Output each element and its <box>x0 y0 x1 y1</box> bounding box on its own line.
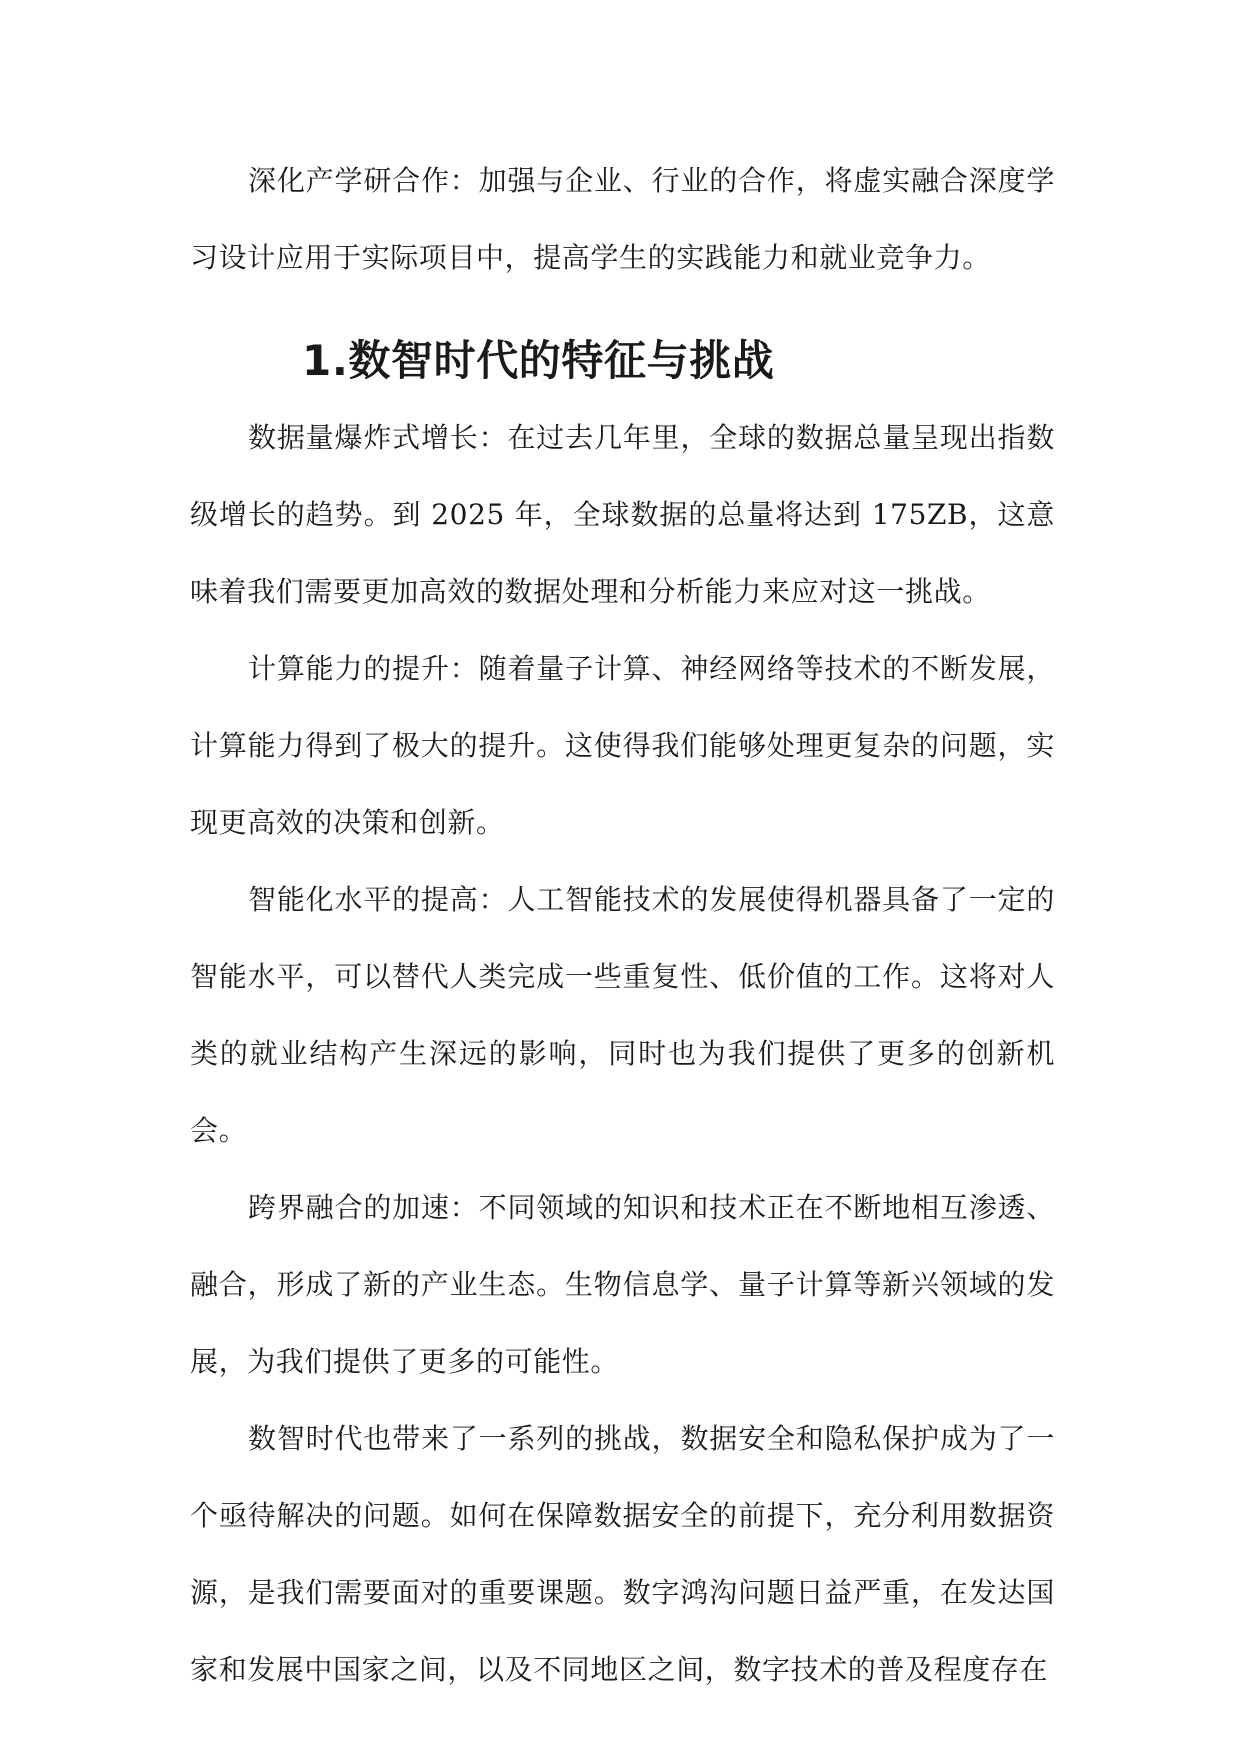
paragraph-challenges: 数智时代也带来了一系列的挑战，数据安全和隐私保护成为了一个亟待解决的问题。如何在保障数据安全的前提下，充分利用数据资源，是我们需要面对的重要课题。数字鸿沟问题日益严重，在发达国家和发展中国家之间，以及不同地区之间，数字技术的普及程度存在 <box>190 1422 1055 1686</box>
section-heading <box>190 322 1055 399</box>
section-number: 1. <box>302 336 349 385</box>
document-body <box>190 142 1055 1708</box>
section-title: 数智时代的特征与挑战 <box>348 336 775 385</box>
paragraph-industry-cooperation: 深化产学研合作：加强与企业、行业的合作，将虚实融合深度学习设计应用于实际项目中，提高学生的实践能力和就业竞争力。 <box>190 164 1055 274</box>
paragraph-cross-domain-fusion: 跨界融合的加速：不同领域的知识和技术正在不断地相互渗透、融合，形成了新的产业生态。生物信息学、量子计算等新兴领域的发展，为我们提供了更多的可能性。 <box>190 1191 1055 1378</box>
paragraph-intelligence-level: 智能化水平的提高：人工智能技术的发展使得机器具备了一定的智能水平，可以替代人类完成一些重复性、低价值的工作。这将对人类的就业结构产生深远的影响，同时也为我们提供了更多的创新机会。 <box>190 883 1055 1147</box>
paragraph-data-growth: 数据量爆炸式增长：在过去几年里，全球的数据总量呈现出指数级增长的趋势。到 2025 年，全球数据的总量将达到 175ZB，这意味着我们需要更加高效的数据处理和分析能力来应对这一挑战。 <box>190 421 1055 608</box>
paragraph-computing-power: 计算能力的提升：随着量子计算、神经网络等技术的不断发展，计算能力得到了极大的提升。这使得我们能够处理更复杂的问题，实现更高效的决策和创新。 <box>190 652 1055 839</box>
